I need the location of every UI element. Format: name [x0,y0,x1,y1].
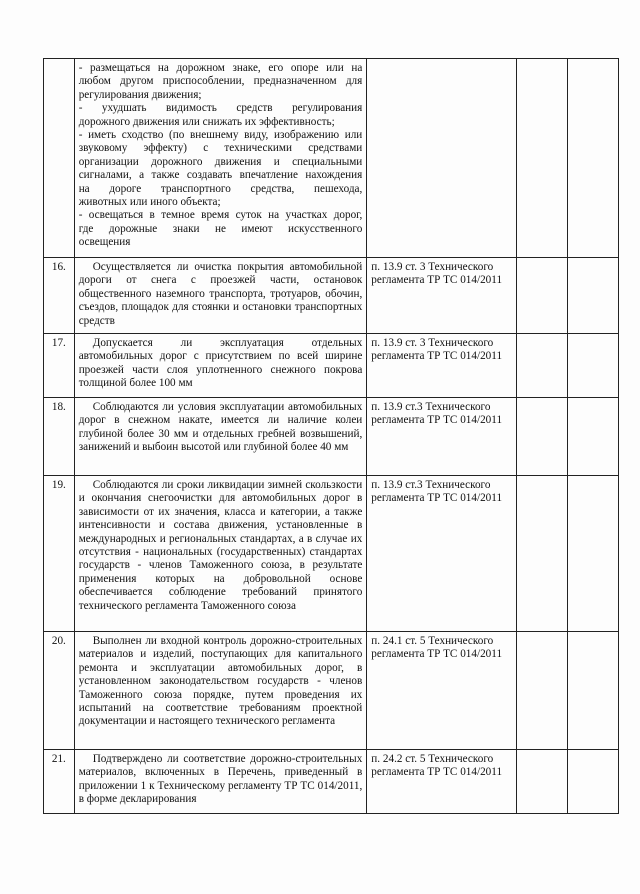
answer-cell [516,476,567,632]
requirement-text: Осуществляется ли очистка покрытия автомобильной дороги от снега с проезжей части, остановок общественного наземного транспорта, тротуаров, обочин, съездов, площадок для стоянки и остановки транспортных средств [78,261,363,327]
note-cell [567,334,618,398]
table-row [44,476,619,632]
note-cell [567,476,618,632]
reference-cell: п. 24.2 ст. 5 Технического регламента ТР ТС 014/2011 [367,750,516,814]
answer-cell [516,59,567,258]
table-row [44,750,619,814]
note-cell [567,59,618,258]
answer-cell [516,632,567,750]
answer-cell [516,750,567,814]
reference-cell: п. 13.9 ст.3 Технического регламента ТР ТС 014/2011 [367,398,516,476]
requirement-text: Выполнен ли входной контроль дорожно-строительных материалов и изделий, поступающих для капитального ремонта и эксплуатации автомобильных дорог, в установленном законодательством государств - членов Таможенного союза порядке, путем проведения их испытаний на соответствие требованиям проектной документации и настоящего технического регламента [78,635,363,728]
requirement-line: сигналами, а также создавать впечатление нахождения [78,169,363,182]
reference-cell: п. 13.9 ст.3 Технического регламента ТР ТС 014/2011 [367,476,516,632]
requirement-text: Соблюдаются ли условия эксплуатации автомобильных дорог в снежном накате, имеется ли наличие колеи глубиной более 30 мм и отдельных гребней возвышений, занижений и выбоин высотой или глубиной более 40 мм [78,401,363,454]
requirement-text: Допускается ли эксплуатация отдельных автомобильных дорог с присутствием по всей ширине проезжей части слоя уплотненного снежного покрова толщиной более 100 мм [78,337,363,390]
row-number: 21. [44,750,75,814]
note-cell [567,398,618,476]
requirement-line: на дороге транспортного средства, пешехода, [78,182,363,195]
checklist-table [43,58,619,814]
row-number: 16. [44,258,75,334]
table-row [44,258,619,334]
requirement-text: Подтверждено ли соответствие дорожно-строительных материалов, включенных в Перечень, приведенный в приложении 1 к Техническому регламенту ТР ТС 014/2011, в форме декларирования [78,753,363,806]
requirement-line: любом другом приспособлении, предназначенном для [78,75,363,88]
note-cell [567,258,618,334]
requirement-text [74,59,367,258]
requirement-line: освещения [78,236,131,249]
row-number: 19. [44,476,75,632]
reference-cell: п. 13.9 ст. 3 Технического регламента ТР ТС 014/2011 [367,258,516,334]
requirement-text: Соблюдаются ли сроки ликвидации зимней скользкости и окончания снегоочистки для автомобильных дорог в зависимости от их значения, класса и категории, а также интенсивности и состава движения, установленные в международных и региональных стандартах, а в случае их отсутствия - национальных (государственных) стандартах государств - членов Таможенного союза, в результате применения которых на добровольной основе обеспечивается соблюдение требований принятого технического регламента Таможенного союза [78,479,363,612]
note-cell [567,750,618,814]
table-row [44,334,619,398]
row-number: 20. [44,632,75,750]
reference-cell: п. 24.1 ст. 5 Технического регламента ТР ТС 014/2011 [367,632,516,750]
table-row-continued [44,59,619,258]
requirement-line: звуковому эффекту) с техническими средствами [78,142,363,155]
requirement-line: организации дорожного движения и специальными [78,155,363,168]
requirement-line: - ухудшать видимость средств регулирования [78,102,363,115]
requirement-line: дорожного движения или снижать их эффективность; [78,115,335,128]
requirement-line: - иметь сходство (по внешнему виду, изображению или [78,129,363,142]
row-number: 18. [44,398,75,476]
requirement-line: - освещаться в темное время суток на участках дорог, [78,209,363,222]
row-number: 17. [44,334,75,398]
note-cell [567,632,618,750]
reference-cell: п. 13.9 ст. 3 Технического регламента ТР ТС 014/2011 [367,334,516,398]
answer-cell [516,258,567,334]
requirement-line: - размещаться на дорожном знаке, его опоре или на [78,62,363,74]
table-row [44,398,619,476]
requirement-line: регулирования движения; [78,88,202,101]
answer-cell [516,334,567,398]
reference-cell [367,59,516,258]
answer-cell [516,398,567,476]
row-number [44,59,75,258]
requirement-line: животных или иного объекта; [78,196,221,209]
table-row [44,632,619,750]
requirement-line: где дорожные знаки не имеют искусственного [78,222,363,235]
